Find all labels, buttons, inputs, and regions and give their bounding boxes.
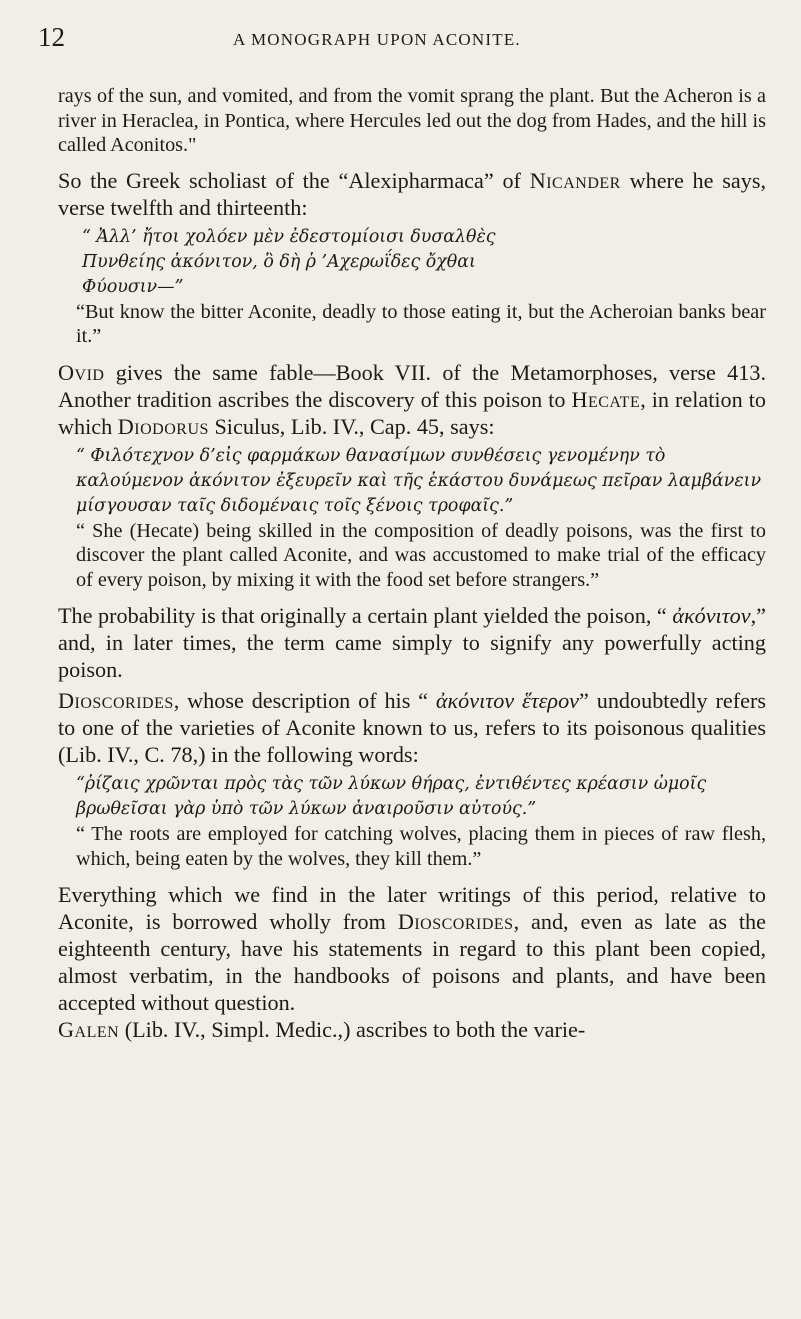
paragraph-probability xyxy=(58,602,766,683)
paragraph-ovid xyxy=(58,359,766,440)
text-run: ,” and, in later times, the term came simply to signify any powerfully acting poison. xyxy=(58,603,767,682)
greek-quotation-diodorus: “ Φιλότεχνον δ’εἰς φαρμάκων θανασίμων συνθέσεις γενομένην τὸ καλούμενον ἀκόνιτον ἐξευρεῖν καὶ τῆς ἑκάστου δυνάμεως πεῖραν λαμβάνειν μίσγουσαν ταῖς διδομέναις τοῖς ξένοις τροφαῖς.” xyxy=(76,445,762,516)
translation-diodorus: “ She (Hecate) being skilled in the composition of deadly poisons, was the first to discover the plant called Aconite, and was accustomed to make trial of the efficacy of every poison, by mixing it with the food set before strangers.” xyxy=(76,519,766,591)
text-run: Everything which we find in the later writings of this period, relative to Aconite, is borrowed wholly from xyxy=(58,882,766,934)
greek-term: ἀκόνιτον xyxy=(672,603,751,628)
paragraph-dioscorides xyxy=(58,687,766,768)
paragraph-continuation xyxy=(58,84,766,158)
text-run: Siculus, Lib. IV., Cap. 45, says: xyxy=(208,413,495,439)
text-run: (Lib. IV., Simpl. Medic.,) ascribes to both the varie- xyxy=(119,1017,586,1042)
greek-quotation-nicander xyxy=(58,225,766,300)
translation-nicander: “But know the bitter Aconite, deadly to those eating it, but the Acheroian banks bear it.” xyxy=(76,300,766,347)
greek-line: Πυνθείης ἀκόνιτον, ὃ δὴ ῥ ’Αχερωΐδες ὄχθαι xyxy=(82,251,476,272)
author-name: Dioscorides xyxy=(397,909,514,934)
text-run: , whose description of his “ xyxy=(173,688,436,713)
paragraph-galen xyxy=(58,1016,766,1043)
author-name: Ovid xyxy=(58,359,105,385)
author-name: Hecate xyxy=(571,386,641,412)
text-run: ” undoubtedly refers to one of the varieties of Aconite known to us, refers to its poisonous qualities (Lib. IV., C. 78,) in the following words: xyxy=(58,688,766,767)
paragraph-scholiast xyxy=(58,167,766,221)
text-run: gives the same fable—Book VII. of the Metamorphoses, verse 413. Another tradition ascribes the discovery of this poison to xyxy=(58,359,766,412)
page-number: 12 xyxy=(38,22,65,52)
text-run: , in relation to which xyxy=(58,386,766,439)
author-name: Galen xyxy=(58,1017,120,1042)
running-title: A MONOGRAPH UPON ACONITE. xyxy=(233,30,521,49)
author-name: Diodorus xyxy=(117,413,209,439)
greek-line: Φύουσιν—” xyxy=(82,276,184,297)
text-run: So the Greek scholiast of the “Alexipharmaca” of xyxy=(58,167,530,193)
text-run: , and, even as late as the eighteenth century, have his statements in regard to this plant been copied, almost verbatim, in the handbooks of poisons and plants, and have been accepted without question. xyxy=(58,909,767,1015)
author-name: Nicander xyxy=(529,167,621,193)
greek-line: “ Ἀλλ’ ἤτοι χολόεν μὲν ἐδεστομίοισι δυσαλθὲς xyxy=(82,226,496,247)
page-body xyxy=(58,84,766,1043)
greek-term: ἀκόνιτον ἕτερον xyxy=(435,688,580,713)
author-name: Dioscorides xyxy=(58,688,174,713)
text-run: The probability is that originally a certain plant yielded the poison, “ xyxy=(58,603,673,628)
running-head xyxy=(38,22,767,52)
paragraph-text: rays of the sun, and vomited, and from the vomit sprang the plant. But the Acheron is a river in Heraclea, in Pontica, where Hercules led out the dog from Hades, and the hill is called Aconitos." xyxy=(58,85,767,156)
translation-dioscorides: “ The roots are employed for catching wolves, placing them in pieces of raw flesh, which, being eaten by the wolves, they kill them.” xyxy=(76,823,766,870)
text-run: where he says, verse twelfth and thirteenth: xyxy=(58,167,767,220)
greek-quotation-dioscorides: “ῥίζαις χρῶνται πρὸς τὰς τῶν λύκων θήρας, ἐντιθέντες κρέασιν ὠμοῖς βρωθεῖσαι γὰρ ὑπὸ τῶν λύκων ἀναιροῦσιν αὐτούς.” xyxy=(76,774,707,819)
paragraph-later-writings xyxy=(58,881,766,1016)
